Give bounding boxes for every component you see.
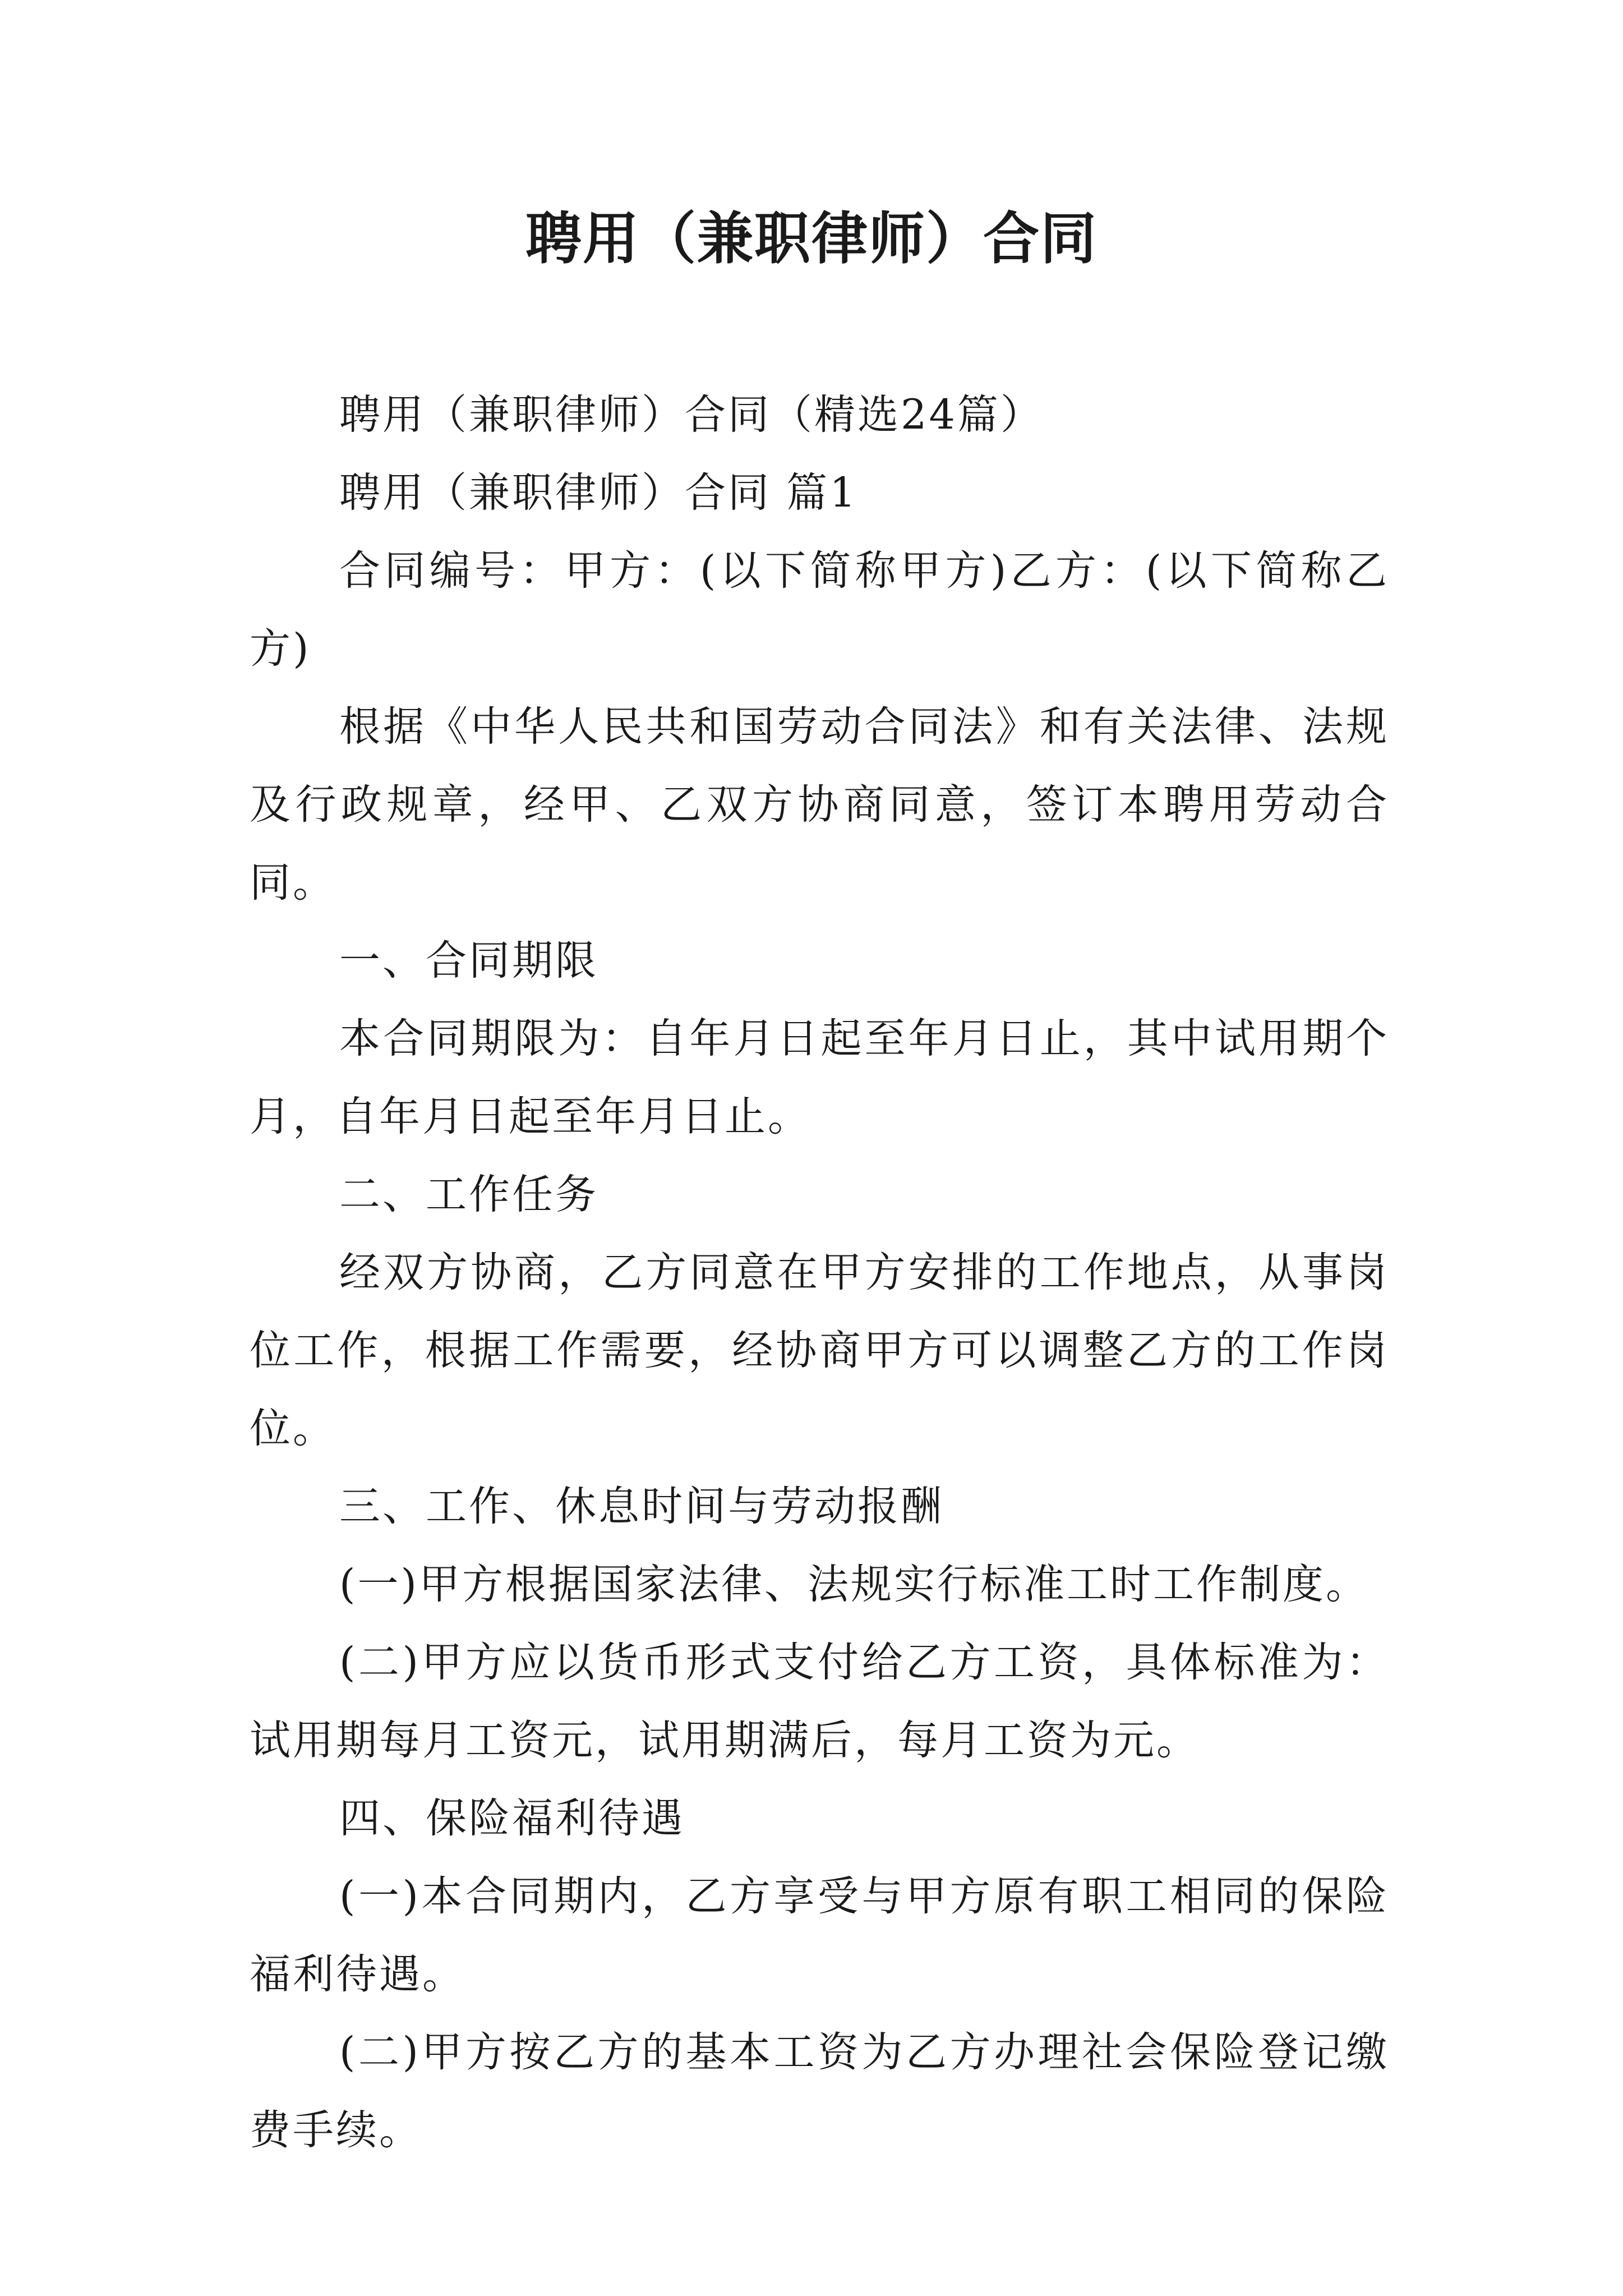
document-body <box>250 376 1389 2169</box>
paragraph-section-heading: 聘用（兼职律师）合同 篇1 <box>339 469 858 517</box>
paragraph-contract-number: 合同编号：甲方：(以下简称甲方)乙方：(以下简称乙方) <box>250 547 1389 673</box>
paragraph-insurance-benefits: (一)本合同期内，乙方享受与甲方原有职工相同的保险福利待遇。 <box>250 1872 1389 1998</box>
heading-work-hours-pay: 三、工作、休息时间与劳动报酬 <box>339 1483 944 1530</box>
heading-work-tasks: 二、工作任务 <box>339 1171 598 1218</box>
paragraph-subtitle: 聘用（兼职律师）合同（精选24篇） <box>339 391 1044 439</box>
paragraph-contract-term: 本合同期限为：自年月日起至年月日止，其中试用期个月，自年月日起至年月日止。 <box>250 1015 1389 1140</box>
paragraph-social-insurance: (二)甲方按乙方的基本工资为乙方办理社会保险登记缴费手续。 <box>250 2028 1389 2154</box>
paragraph-preamble: 根据《中华人民共和国劳动合同法》和有关法律、法规及行政规章，经甲、乙双方协商同意，签订本聘用劳动合同。 <box>250 703 1389 907</box>
paragraph-work-tasks: 经双方协商，乙方同意在甲方安排的工作地点，从事岗位工作，根据工作需要，经协商甲方可以调整乙方的工作岗位。 <box>250 1249 1389 1452</box>
heading-insurance-benefits: 四、保险福利待遇 <box>339 1795 685 1842</box>
heading-contract-term: 一、合同期限 <box>339 937 598 984</box>
paragraph-work-hours: (一)甲方根据国家法律、法规实行标准工时工作制度。 <box>339 1561 1369 1608</box>
paragraph-wages: (二)甲方应以货币形式支付给乙方工资，具体标准为：试用期每月工资元，试用期满后，每月工资为元。 <box>250 1639 1389 1764</box>
document-title: 聘用（兼职律师）合同 <box>525 205 1098 272</box>
